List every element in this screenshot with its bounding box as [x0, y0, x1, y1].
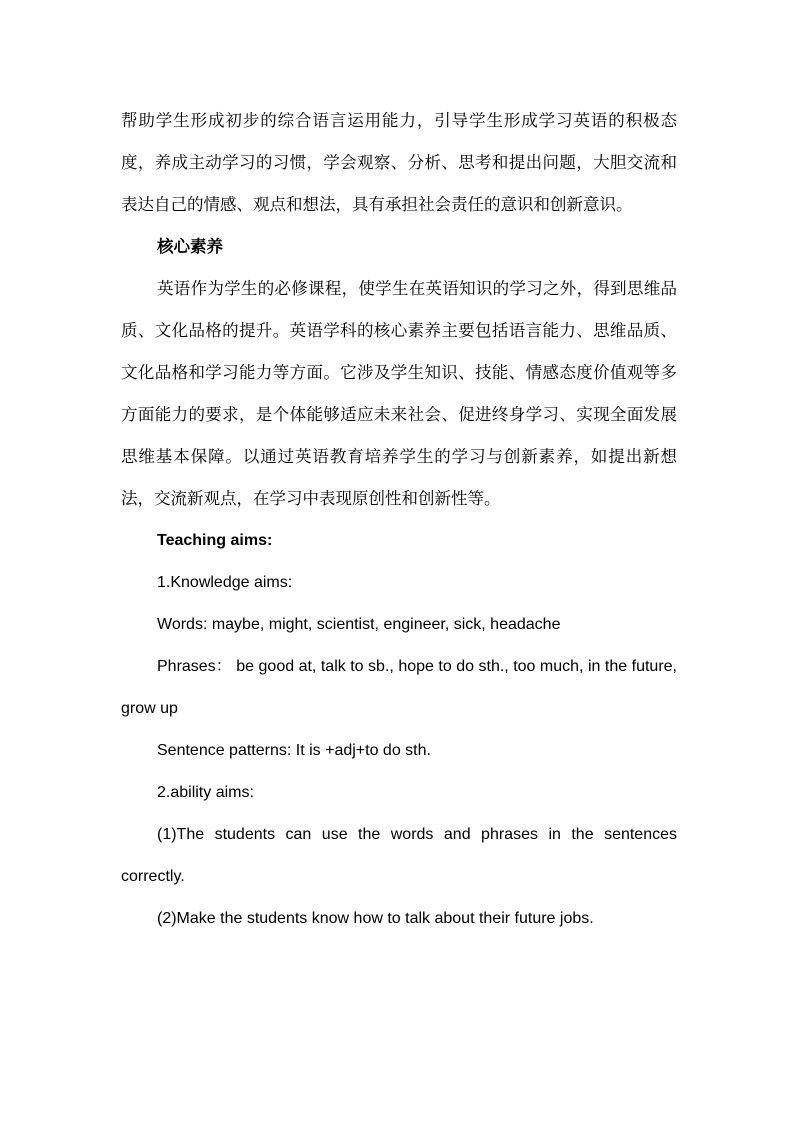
heading-teaching-aims: Teaching aims: [157, 532, 273, 549]
document-body [121, 100, 677, 940]
phrases-line: Phrases： be good at, talk to sb., hope to do sth., too much, in the future, grow up [121, 658, 677, 717]
words-line: Words: maybe, might, scientist, engineer, sick, headache [157, 616, 561, 633]
paragraph-core-literacy: 英语作为学生的必修课程，使学生在英语知识的学习之外，得到思维品质、文化品格的提升。英语学科的核心素养主要包括语言能力、思维品质、文化品格和学习能力等方面。它涉及学生知识、技能、情感态度价值观等多方面能力的要求，是个体能够适应未来社会、促进终身学习、实现全面发展思维基本保障。以通过英语教育培养学生的学习与创新素养，如提出新想法，交流新观点，在学习中表现原创性和创新性等。 [121, 279, 677, 508]
paragraph-intro-continuation: 帮助学生形成初步的综合语言运用能力，引导学生形成学习英语的积极态度，养成主动学习的习惯，学会观察、分析、思考和提出问题，大胆交流和表达自己的情感、观点和想法，具有承担社会责任的意识和创新意识。 [121, 111, 677, 214]
knowledge-aims-label: 1.Knowledge aims: [157, 574, 293, 591]
ability-aims-label: 2.ability aims: [157, 784, 254, 801]
heading-core-literacy: 核心素养 [157, 237, 223, 256]
ability-aim-2: (2)Make the students know how to talk about their future jobs. [157, 910, 594, 927]
sentence-patterns-line: Sentence patterns: It is +adj+to do sth. [157, 742, 431, 759]
ability-aim-1: (1)The students can use the words and phrases in the sentences correctly. [121, 826, 677, 885]
